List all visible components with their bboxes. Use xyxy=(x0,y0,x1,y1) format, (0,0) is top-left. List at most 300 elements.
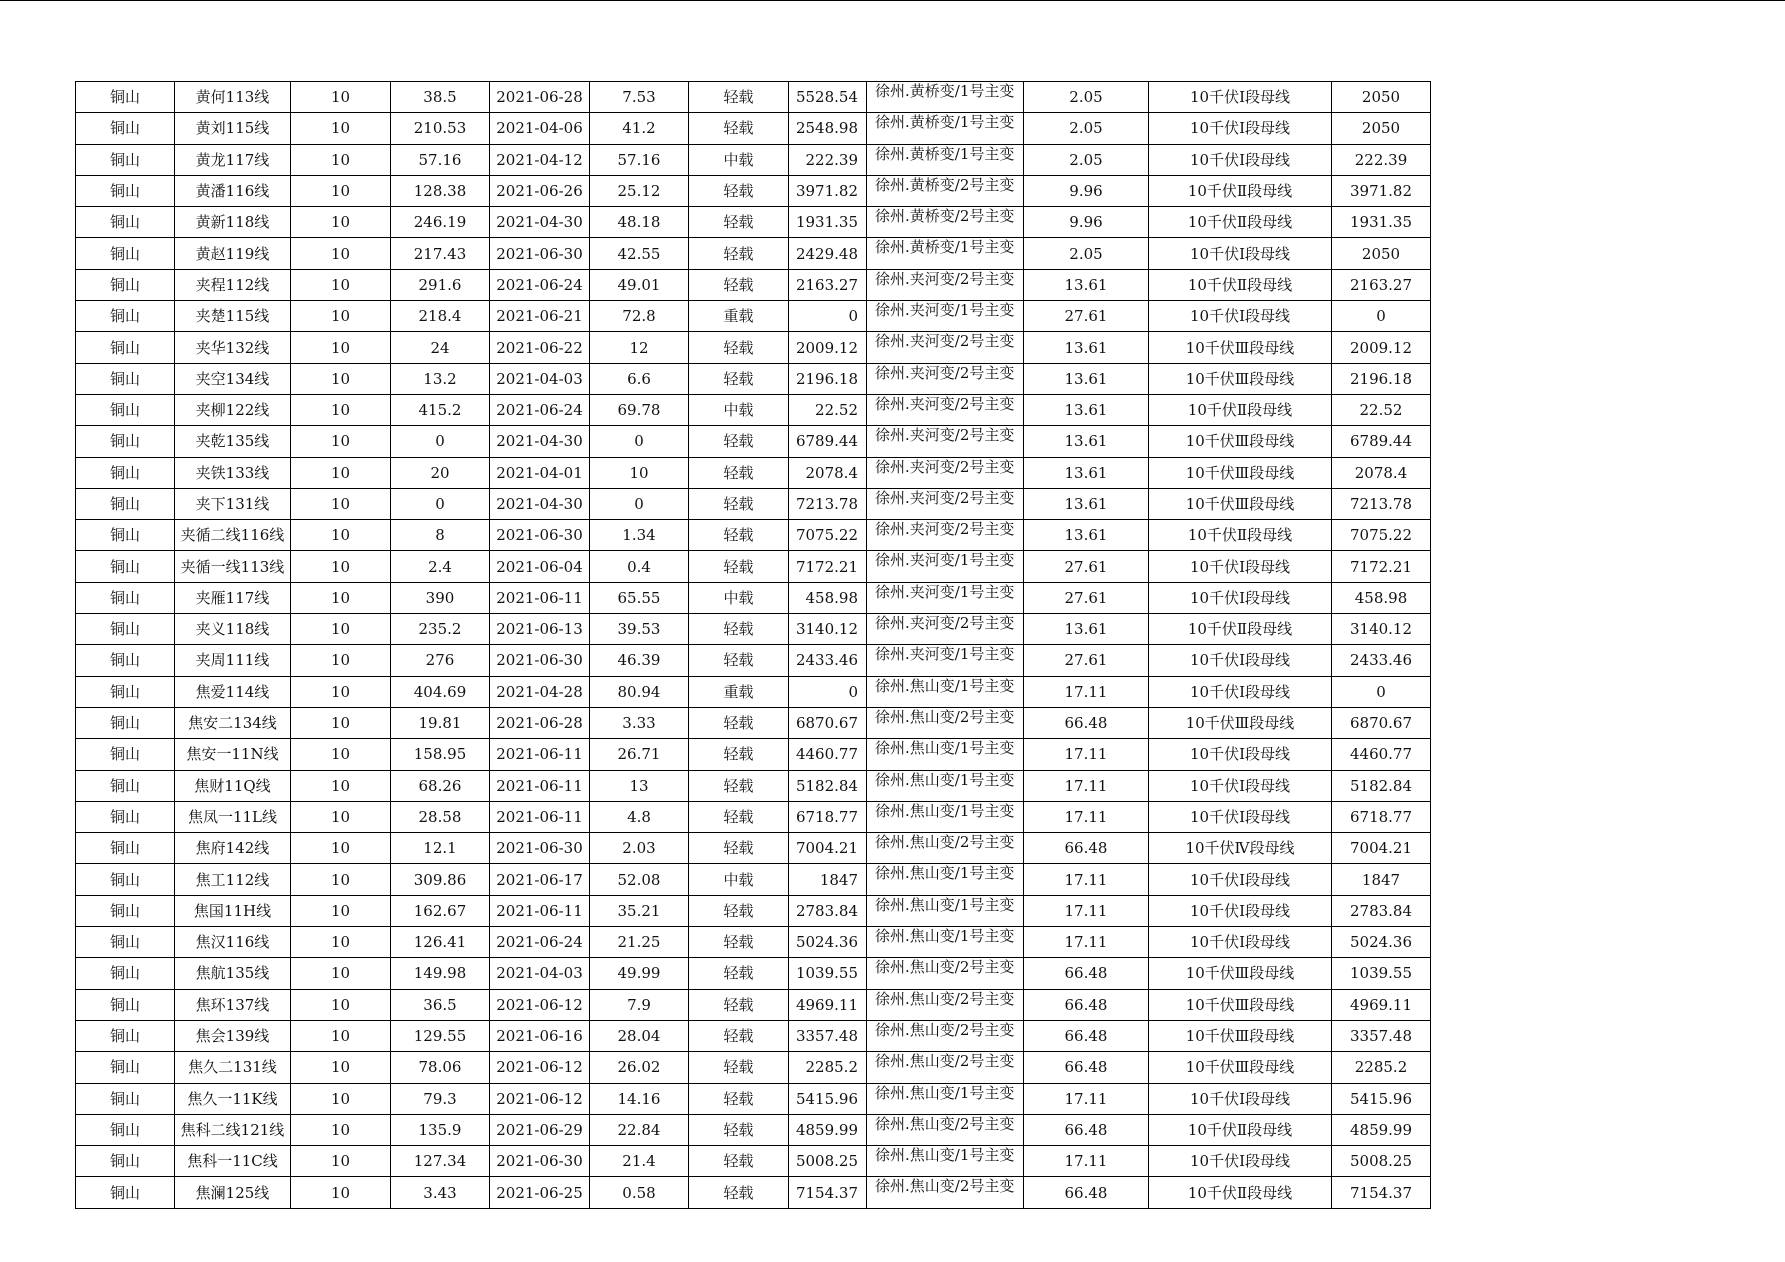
voltage-level-cell: 10 xyxy=(291,175,391,206)
max-current-cell: 2.4 xyxy=(391,551,490,582)
transformer-rate-cell: 17.11 xyxy=(1024,927,1149,958)
busbar-cell: 10千伏Ⅱ段母线 xyxy=(1149,614,1332,645)
voltage-level-cell: 10 xyxy=(291,582,391,613)
voltage-level-cell: 10 xyxy=(291,1052,391,1083)
transformer-rate-cell: 66.48 xyxy=(1024,1177,1149,1208)
table-row xyxy=(76,269,1431,300)
busbar-cell: 10千伏Ⅲ段母线 xyxy=(1149,989,1332,1020)
transformer-rate-cell: 13.61 xyxy=(1024,394,1149,425)
open-capacity-cell: 1847 xyxy=(1332,864,1431,895)
open-capacity-cell: 7075.22 xyxy=(1332,520,1431,551)
table-row xyxy=(76,82,1431,113)
load-status-cell: 轻载 xyxy=(689,927,789,958)
transformer-rate-cell: 66.48 xyxy=(1024,707,1149,738)
substation-transformer-cell xyxy=(867,676,1024,707)
available-capacity-cell: 1847 xyxy=(789,864,867,895)
load-status-cell: 轻载 xyxy=(689,770,789,801)
feeder-name-cell: 夹铁133线 xyxy=(175,457,291,488)
load-status-cell: 中载 xyxy=(689,582,789,613)
transformer-rate-cell: 66.48 xyxy=(1024,1052,1149,1083)
region-cell: 铜山 xyxy=(76,833,175,864)
open-capacity-cell: 2196.18 xyxy=(1332,363,1431,394)
max-current-cell: 126.41 xyxy=(391,927,490,958)
load-rate-cell: 49.01 xyxy=(590,269,689,300)
load-status-cell: 轻载 xyxy=(689,1146,789,1177)
substation-transformer-text: 徐州.焦山变/2号主变 xyxy=(875,990,1015,1008)
substation-transformer-text: 徐州.夹河变/2号主变 xyxy=(875,270,1015,288)
transformer-rate-cell: 9.96 xyxy=(1024,207,1149,238)
substation-transformer-text: 徐州.夹河变/1号主变 xyxy=(875,302,1015,320)
busbar-cell: 10千伏Ⅰ段母线 xyxy=(1149,1083,1332,1114)
region-cell: 铜山 xyxy=(76,394,175,425)
open-capacity-cell: 5024.36 xyxy=(1332,927,1431,958)
max-current-cell: 79.3 xyxy=(391,1083,490,1114)
load-status-cell: 轻载 xyxy=(689,269,789,300)
available-capacity-cell: 4969.11 xyxy=(789,989,867,1020)
max-current-cell: 24 xyxy=(391,332,490,363)
date-cell: 2021-06-29 xyxy=(490,1114,590,1145)
region-cell: 铜山 xyxy=(76,676,175,707)
date-cell: 2021-06-24 xyxy=(490,927,590,958)
voltage-level-cell: 10 xyxy=(291,1146,391,1177)
transformer-rate-cell: 2.05 xyxy=(1024,113,1149,144)
date-cell: 2021-06-11 xyxy=(490,895,590,926)
region-cell: 铜山 xyxy=(76,269,175,300)
table-row xyxy=(76,332,1431,363)
voltage-level-cell: 10 xyxy=(291,645,391,676)
busbar-cell: 10千伏Ⅰ段母线 xyxy=(1149,301,1332,332)
substation-transformer-cell xyxy=(867,82,1024,113)
available-capacity-cell: 4460.77 xyxy=(789,739,867,770)
load-rate-cell: 12 xyxy=(590,332,689,363)
busbar-cell: 10千伏Ⅲ段母线 xyxy=(1149,363,1332,394)
date-cell: 2021-06-12 xyxy=(490,989,590,1020)
region-cell: 铜山 xyxy=(76,582,175,613)
feeder-name-cell: 焦工112线 xyxy=(175,864,291,895)
load-status-cell: 轻载 xyxy=(689,113,789,144)
busbar-cell: 10千伏Ⅱ段母线 xyxy=(1149,1114,1332,1145)
feeder-name-cell: 焦汉116线 xyxy=(175,927,291,958)
voltage-level-cell: 10 xyxy=(291,144,391,175)
open-capacity-cell: 2163.27 xyxy=(1332,269,1431,300)
voltage-level-cell: 10 xyxy=(291,394,391,425)
busbar-cell: 10千伏Ⅰ段母线 xyxy=(1149,895,1332,926)
transformer-rate-cell: 66.48 xyxy=(1024,989,1149,1020)
available-capacity-cell: 2196.18 xyxy=(789,363,867,394)
region-cell: 铜山 xyxy=(76,144,175,175)
page-top-rule xyxy=(0,0,1785,1)
substation-transformer-text: 徐州.焦山变/2号主变 xyxy=(875,708,1015,726)
region-cell: 铜山 xyxy=(76,363,175,394)
substation-transformer-text: 徐州.焦山变/1号主变 xyxy=(875,865,1015,883)
feeder-name-cell: 黄刘115线 xyxy=(175,113,291,144)
substation-transformer-text: 徐州.黄桥变/2号主变 xyxy=(875,176,1015,194)
substation-transformer-cell xyxy=(867,394,1024,425)
table-row xyxy=(76,582,1431,613)
transformer-rate-cell: 66.48 xyxy=(1024,1114,1149,1145)
load-rate-cell: 7.9 xyxy=(590,989,689,1020)
date-cell: 2021-06-11 xyxy=(490,582,590,613)
feeder-name-cell: 焦府142线 xyxy=(175,833,291,864)
table-row xyxy=(76,895,1431,926)
region-cell: 铜山 xyxy=(76,958,175,989)
table-row xyxy=(76,1114,1431,1145)
load-status-cell: 轻载 xyxy=(689,175,789,206)
feeder-name-cell: 焦安一11N线 xyxy=(175,739,291,770)
voltage-level-cell: 10 xyxy=(291,958,391,989)
transformer-rate-cell: 27.61 xyxy=(1024,645,1149,676)
feeder-name-cell: 焦航135线 xyxy=(175,958,291,989)
transformer-rate-cell: 27.61 xyxy=(1024,301,1149,332)
open-capacity-cell: 6718.77 xyxy=(1332,801,1431,832)
busbar-cell: 10千伏Ⅲ段母线 xyxy=(1149,707,1332,738)
region-cell: 铜山 xyxy=(76,614,175,645)
transformer-rate-cell: 2.05 xyxy=(1024,238,1149,269)
busbar-cell: 10千伏Ⅰ段母线 xyxy=(1149,739,1332,770)
substation-transformer-cell xyxy=(867,1083,1024,1114)
max-current-cell: 162.67 xyxy=(391,895,490,926)
max-current-cell: 78.06 xyxy=(391,1052,490,1083)
substation-transformer-text: 徐州.焦山变/2号主变 xyxy=(875,1021,1015,1039)
voltage-level-cell: 10 xyxy=(291,895,391,926)
max-current-cell: 235.2 xyxy=(391,614,490,645)
date-cell: 2021-06-17 xyxy=(490,864,590,895)
date-cell: 2021-04-01 xyxy=(490,457,590,488)
open-capacity-cell: 5008.25 xyxy=(1332,1146,1431,1177)
busbar-cell: 10千伏Ⅱ段母线 xyxy=(1149,520,1332,551)
date-cell: 2021-06-13 xyxy=(490,614,590,645)
available-capacity-cell: 2285.2 xyxy=(789,1052,867,1083)
available-capacity-cell: 7004.21 xyxy=(789,833,867,864)
date-cell: 2021-06-30 xyxy=(490,520,590,551)
available-capacity-cell: 7213.78 xyxy=(789,488,867,519)
open-capacity-cell: 6789.44 xyxy=(1332,426,1431,457)
max-current-cell: 28.58 xyxy=(391,801,490,832)
date-cell: 2021-06-30 xyxy=(490,833,590,864)
substation-transformer-cell xyxy=(867,1114,1024,1145)
available-capacity-cell: 222.39 xyxy=(789,144,867,175)
table-row xyxy=(76,1177,1431,1208)
busbar-cell: 10千伏Ⅲ段母线 xyxy=(1149,1020,1332,1051)
max-current-cell: 12.1 xyxy=(391,833,490,864)
load-rate-cell: 26.02 xyxy=(590,1052,689,1083)
substation-transformer-cell xyxy=(867,895,1024,926)
substation-transformer-cell xyxy=(867,1052,1024,1083)
substation-transformer-cell xyxy=(867,363,1024,394)
open-capacity-cell: 6870.67 xyxy=(1332,707,1431,738)
feeder-name-cell: 夹空134线 xyxy=(175,363,291,394)
load-rate-cell: 0.4 xyxy=(590,551,689,582)
open-capacity-cell: 7172.21 xyxy=(1332,551,1431,582)
load-rate-cell: 0 xyxy=(590,426,689,457)
busbar-cell: 10千伏Ⅰ段母线 xyxy=(1149,676,1332,707)
available-capacity-cell: 5008.25 xyxy=(789,1146,867,1177)
load-status-cell: 轻载 xyxy=(689,958,789,989)
region-cell: 铜山 xyxy=(76,175,175,206)
load-rate-cell: 52.08 xyxy=(590,864,689,895)
table-row xyxy=(76,770,1431,801)
busbar-cell: 10千伏Ⅱ段母线 xyxy=(1149,207,1332,238)
open-capacity-cell: 2009.12 xyxy=(1332,332,1431,363)
load-rate-cell: 7.53 xyxy=(590,82,689,113)
max-current-cell: 68.26 xyxy=(391,770,490,801)
max-current-cell: 210.53 xyxy=(391,113,490,144)
transformer-rate-cell: 13.61 xyxy=(1024,488,1149,519)
feeder-name-cell: 焦国11H线 xyxy=(175,895,291,926)
voltage-level-cell: 10 xyxy=(291,332,391,363)
date-cell: 2021-04-06 xyxy=(490,113,590,144)
feeder-name-cell: 黄赵119线 xyxy=(175,238,291,269)
load-rate-cell: 28.04 xyxy=(590,1020,689,1051)
date-cell: 2021-06-30 xyxy=(490,238,590,269)
date-cell: 2021-06-04 xyxy=(490,551,590,582)
transformer-rate-cell: 66.48 xyxy=(1024,958,1149,989)
available-capacity-cell: 0 xyxy=(789,676,867,707)
busbar-cell: 10千伏Ⅰ段母线 xyxy=(1149,238,1332,269)
available-capacity-cell: 2783.84 xyxy=(789,895,867,926)
load-rate-cell: 0 xyxy=(590,488,689,519)
load-rate-cell: 2.03 xyxy=(590,833,689,864)
busbar-cell: 10千伏Ⅲ段母线 xyxy=(1149,1052,1332,1083)
date-cell: 2021-04-28 xyxy=(490,676,590,707)
load-status-cell: 轻载 xyxy=(689,238,789,269)
transformer-rate-cell: 17.11 xyxy=(1024,1083,1149,1114)
region-cell: 铜山 xyxy=(76,707,175,738)
date-cell: 2021-06-12 xyxy=(490,1052,590,1083)
busbar-cell: 10千伏Ⅰ段母线 xyxy=(1149,864,1332,895)
voltage-level-cell: 10 xyxy=(291,707,391,738)
open-capacity-cell: 2050 xyxy=(1332,113,1431,144)
substation-transformer-cell xyxy=(867,864,1024,895)
substation-transformer-cell xyxy=(867,833,1024,864)
load-status-cell: 重载 xyxy=(689,676,789,707)
max-current-cell: 128.38 xyxy=(391,175,490,206)
available-capacity-cell: 6870.67 xyxy=(789,707,867,738)
feeder-name-cell: 黄潘116线 xyxy=(175,175,291,206)
max-current-cell: 38.5 xyxy=(391,82,490,113)
table-row xyxy=(76,864,1431,895)
region-cell: 铜山 xyxy=(76,426,175,457)
voltage-level-cell: 10 xyxy=(291,426,391,457)
table-row xyxy=(76,363,1431,394)
substation-transformer-cell xyxy=(867,457,1024,488)
substation-transformer-cell xyxy=(867,770,1024,801)
available-capacity-cell: 2163.27 xyxy=(789,269,867,300)
open-capacity-cell: 3357.48 xyxy=(1332,1020,1431,1051)
max-current-cell: 127.34 xyxy=(391,1146,490,1177)
voltage-level-cell: 10 xyxy=(291,82,391,113)
region-cell: 铜山 xyxy=(76,332,175,363)
voltage-level-cell: 10 xyxy=(291,301,391,332)
substation-transformer-text: 徐州.焦山变/1号主变 xyxy=(875,802,1015,820)
available-capacity-cell: 2009.12 xyxy=(789,332,867,363)
load-status-cell: 轻载 xyxy=(689,363,789,394)
date-cell: 2021-06-28 xyxy=(490,707,590,738)
max-current-cell: 0 xyxy=(391,488,490,519)
busbar-cell: 10千伏Ⅲ段母线 xyxy=(1149,457,1332,488)
region-cell: 铜山 xyxy=(76,1020,175,1051)
substation-transformer-text: 徐州.焦山变/2号主变 xyxy=(875,1178,1015,1196)
region-cell: 铜山 xyxy=(76,739,175,770)
table-row xyxy=(76,989,1431,1020)
load-status-cell: 轻载 xyxy=(689,426,789,457)
available-capacity-cell: 6789.44 xyxy=(789,426,867,457)
substation-transformer-text: 徐州.焦山变/2号主变 xyxy=(875,834,1015,852)
region-cell: 铜山 xyxy=(76,801,175,832)
table-row xyxy=(76,801,1431,832)
transformer-rate-cell: 17.11 xyxy=(1024,801,1149,832)
feeder-name-cell: 焦澜125线 xyxy=(175,1177,291,1208)
substation-transformer-cell xyxy=(867,551,1024,582)
substation-transformer-text: 徐州.焦山变/1号主变 xyxy=(875,1147,1015,1165)
date-cell: 2021-04-30 xyxy=(490,488,590,519)
feeder-name-cell: 夹下131线 xyxy=(175,488,291,519)
table-row xyxy=(76,707,1431,738)
voltage-level-cell: 10 xyxy=(291,238,391,269)
table-row xyxy=(76,238,1431,269)
region-cell: 铜山 xyxy=(76,238,175,269)
available-capacity-cell: 6718.77 xyxy=(789,801,867,832)
substation-transformer-text: 徐州.黄桥变/1号主变 xyxy=(875,239,1015,257)
available-capacity-cell: 1931.35 xyxy=(789,207,867,238)
date-cell: 2021-06-26 xyxy=(490,175,590,206)
max-current-cell: 19.81 xyxy=(391,707,490,738)
substation-transformer-text: 徐州.夹河变/2号主变 xyxy=(875,615,1015,633)
available-capacity-cell: 7172.21 xyxy=(789,551,867,582)
table-row xyxy=(76,488,1431,519)
substation-transformer-cell xyxy=(867,144,1024,175)
feeder-name-cell: 夹义118线 xyxy=(175,614,291,645)
open-capacity-cell: 7154.37 xyxy=(1332,1177,1431,1208)
load-rate-cell: 25.12 xyxy=(590,175,689,206)
substation-transformer-cell xyxy=(867,332,1024,363)
substation-transformer-cell xyxy=(867,238,1024,269)
load-status-cell: 重载 xyxy=(689,301,789,332)
open-capacity-cell: 2285.2 xyxy=(1332,1052,1431,1083)
region-cell: 铜山 xyxy=(76,301,175,332)
substation-transformer-text: 徐州.夹河变/2号主变 xyxy=(875,427,1015,445)
busbar-cell: 10千伏Ⅰ段母线 xyxy=(1149,801,1332,832)
max-current-cell: 404.69 xyxy=(391,676,490,707)
substation-transformer-cell xyxy=(867,707,1024,738)
available-capacity-cell: 5415.96 xyxy=(789,1083,867,1114)
load-status-cell: 轻载 xyxy=(689,457,789,488)
load-status-cell: 轻载 xyxy=(689,707,789,738)
table-row xyxy=(76,1146,1431,1177)
feeder-name-cell: 夹楚115线 xyxy=(175,301,291,332)
load-status-cell: 轻载 xyxy=(689,520,789,551)
date-cell: 2021-04-03 xyxy=(490,363,590,394)
transformer-rate-cell: 9.96 xyxy=(1024,175,1149,206)
available-capacity-cell: 458.98 xyxy=(789,582,867,613)
substation-transformer-text: 徐州.焦山变/1号主变 xyxy=(875,928,1015,946)
substation-transformer-cell xyxy=(867,207,1024,238)
substation-transformer-text: 徐州.夹河变/2号主变 xyxy=(875,489,1015,507)
load-status-cell: 轻载 xyxy=(689,82,789,113)
feeder-name-cell: 夹柳122线 xyxy=(175,394,291,425)
substation-transformer-cell xyxy=(867,582,1024,613)
available-capacity-cell: 3357.48 xyxy=(789,1020,867,1051)
feeder-name-cell: 焦财11Q线 xyxy=(175,770,291,801)
load-rate-cell: 26.71 xyxy=(590,739,689,770)
date-cell: 2021-06-30 xyxy=(490,1146,590,1177)
region-cell: 铜山 xyxy=(76,864,175,895)
substation-transformer-text: 徐州.夹河变/1号主变 xyxy=(875,552,1015,570)
transformer-rate-cell: 2.05 xyxy=(1024,82,1149,113)
max-current-cell: 13.2 xyxy=(391,363,490,394)
transformer-rate-cell: 27.61 xyxy=(1024,551,1149,582)
region-cell: 铜山 xyxy=(76,1146,175,1177)
load-rate-cell: 42.55 xyxy=(590,238,689,269)
date-cell: 2021-06-24 xyxy=(490,269,590,300)
substation-transformer-text: 徐州.焦山变/1号主变 xyxy=(875,771,1015,789)
load-rate-cell: 14.16 xyxy=(590,1083,689,1114)
load-rate-cell: 48.18 xyxy=(590,207,689,238)
load-rate-cell: 10 xyxy=(590,457,689,488)
load-status-cell: 轻载 xyxy=(689,833,789,864)
voltage-level-cell: 10 xyxy=(291,457,391,488)
table-row xyxy=(76,457,1431,488)
date-cell: 2021-04-30 xyxy=(490,426,590,457)
available-capacity-cell: 7075.22 xyxy=(789,520,867,551)
busbar-cell: 10千伏Ⅱ段母线 xyxy=(1149,175,1332,206)
max-current-cell: 415.2 xyxy=(391,394,490,425)
transformer-rate-cell: 17.11 xyxy=(1024,864,1149,895)
load-rate-cell: 72.8 xyxy=(590,301,689,332)
region-cell: 铜山 xyxy=(76,1052,175,1083)
busbar-cell: 10千伏Ⅰ段母线 xyxy=(1149,645,1332,676)
substation-transformer-cell xyxy=(867,1146,1024,1177)
max-current-cell: 135.9 xyxy=(391,1114,490,1145)
load-rate-cell: 80.94 xyxy=(590,676,689,707)
load-status-cell: 轻载 xyxy=(689,332,789,363)
region-cell: 铜山 xyxy=(76,1083,175,1114)
load-status-cell: 中载 xyxy=(689,144,789,175)
table-row xyxy=(76,927,1431,958)
voltage-level-cell: 10 xyxy=(291,1083,391,1114)
substation-transformer-text: 徐州.焦山变/1号主变 xyxy=(875,677,1015,695)
substation-transformer-text: 徐州.夹河变/2号主变 xyxy=(875,395,1015,413)
load-status-cell: 轻载 xyxy=(689,1177,789,1208)
max-current-cell: 3.43 xyxy=(391,1177,490,1208)
load-rate-cell: 0.58 xyxy=(590,1177,689,1208)
region-cell: 铜山 xyxy=(76,457,175,488)
available-capacity-cell: 4859.99 xyxy=(789,1114,867,1145)
table-row xyxy=(76,551,1431,582)
table-row xyxy=(76,739,1431,770)
region-cell: 铜山 xyxy=(76,207,175,238)
load-status-cell: 轻载 xyxy=(689,614,789,645)
max-current-cell: 291.6 xyxy=(391,269,490,300)
substation-transformer-text: 徐州.焦山变/2号主变 xyxy=(875,959,1015,977)
open-capacity-cell: 458.98 xyxy=(1332,582,1431,613)
open-capacity-cell: 3140.12 xyxy=(1332,614,1431,645)
substation-transformer-cell xyxy=(867,175,1024,206)
substation-transformer-cell xyxy=(867,989,1024,1020)
load-rate-cell: 49.99 xyxy=(590,958,689,989)
available-capacity-cell: 5024.36 xyxy=(789,927,867,958)
voltage-level-cell: 10 xyxy=(291,363,391,394)
transformer-rate-cell: 17.11 xyxy=(1024,676,1149,707)
voltage-level-cell: 10 xyxy=(291,614,391,645)
load-status-cell: 中载 xyxy=(689,394,789,425)
max-current-cell: 276 xyxy=(391,645,490,676)
feeder-name-cell: 夹乾135线 xyxy=(175,426,291,457)
transformer-rate-cell: 13.61 xyxy=(1024,269,1149,300)
voltage-level-cell: 10 xyxy=(291,676,391,707)
region-cell: 铜山 xyxy=(76,551,175,582)
table-row xyxy=(76,113,1431,144)
